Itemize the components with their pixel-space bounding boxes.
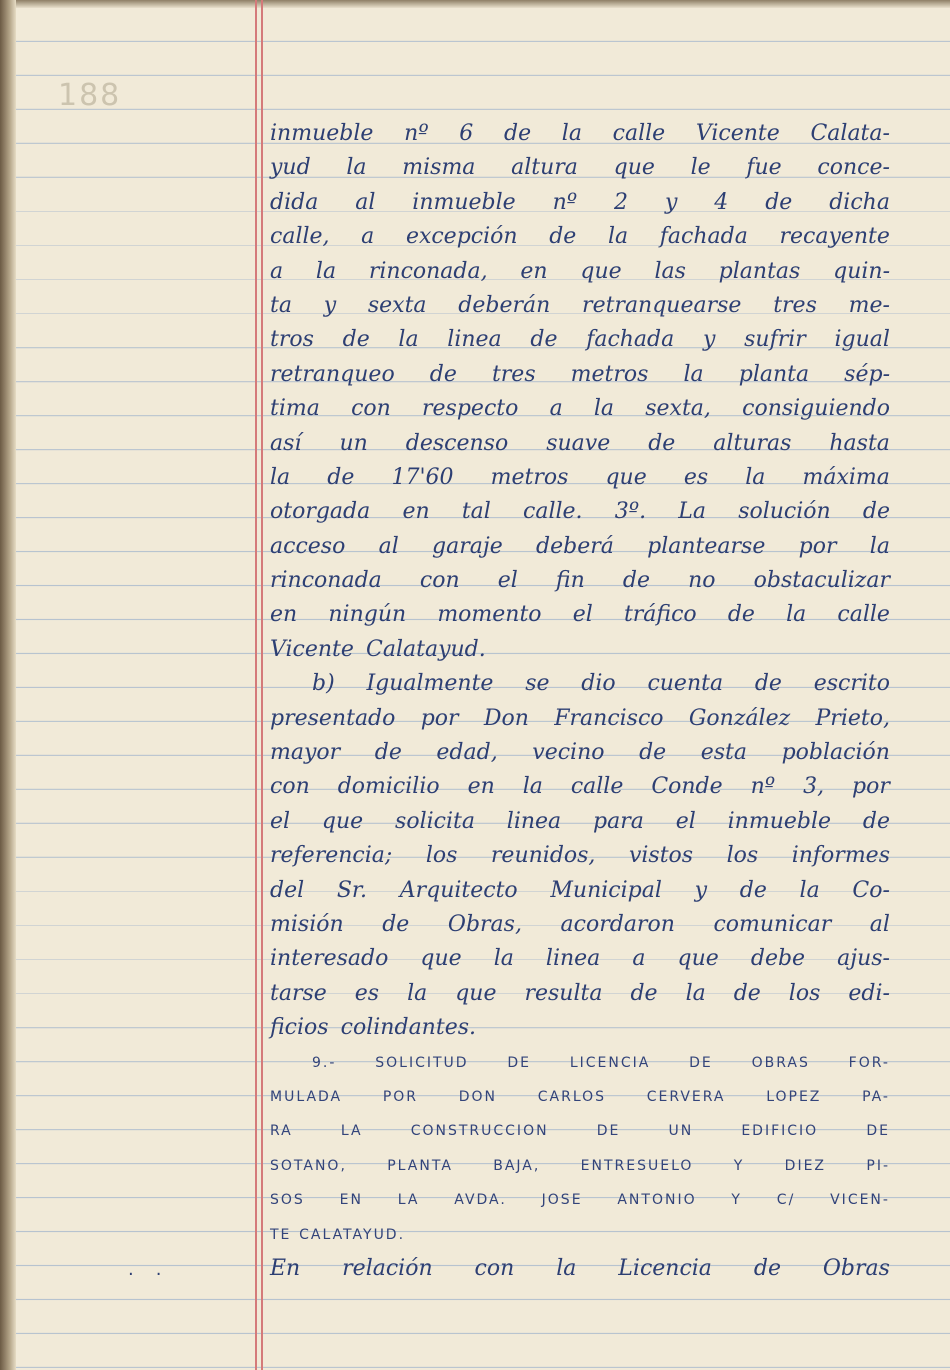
word: de <box>622 568 650 594</box>
text-line <box>270 220 890 254</box>
word: la <box>407 980 428 1006</box>
word: Obras, <box>447 911 522 937</box>
text-line <box>270 770 890 804</box>
word: rinconada, <box>368 258 488 284</box>
word: domicilio <box>337 774 440 800</box>
word: 9.- <box>312 1054 337 1071</box>
word: DE <box>507 1054 532 1071</box>
word: ta <box>270 292 292 318</box>
word: BAJA, <box>493 1157 541 1174</box>
word: nº <box>552 189 578 215</box>
word: PLANTA <box>387 1157 453 1174</box>
text-line <box>270 942 890 976</box>
word: los <box>726 843 759 869</box>
text-line <box>270 117 890 151</box>
word: con <box>351 396 391 422</box>
text-line <box>270 358 890 392</box>
word: conce- <box>817 155 890 181</box>
word: por <box>420 705 459 731</box>
word: de <box>374 740 402 766</box>
word: inmueble <box>412 189 516 215</box>
text-line <box>270 323 890 357</box>
word: linea <box>545 946 601 972</box>
word: cuenta <box>647 671 724 697</box>
word: VICEN- <box>830 1192 890 1209</box>
word: de <box>739 877 767 903</box>
word: máxima <box>802 464 890 490</box>
word: debe <box>750 946 806 972</box>
word: calle. <box>523 499 583 525</box>
word: La <box>678 499 706 525</box>
word: 3º. <box>614 499 647 525</box>
word: la <box>493 946 514 972</box>
word: rinconada <box>270 568 382 594</box>
word: Vicente <box>270 636 354 662</box>
word: del <box>270 877 305 903</box>
word: calle, <box>270 224 330 250</box>
word: el <box>270 808 291 834</box>
word: DIEZ <box>784 1157 827 1174</box>
word: de <box>639 740 667 766</box>
word: momento <box>437 602 542 628</box>
word: C/ <box>776 1192 796 1209</box>
text-line <box>270 702 890 736</box>
word: González <box>688 705 791 731</box>
word: CARLOS <box>537 1088 607 1105</box>
word: recayente <box>779 224 890 250</box>
word: la <box>607 224 629 250</box>
word: retranqueo <box>270 361 395 387</box>
word: y <box>664 189 678 215</box>
word: de <box>765 189 793 215</box>
word: por <box>852 774 890 800</box>
word: b) <box>312 671 335 697</box>
word: dio <box>581 671 616 697</box>
text-line <box>270 427 890 461</box>
word: resulta <box>524 980 603 1006</box>
word: Calata- <box>810 121 890 146</box>
word: edi- <box>848 980 890 1006</box>
text-line <box>270 1252 890 1286</box>
word: ajus- <box>837 946 890 972</box>
text-line <box>270 633 890 667</box>
word: obstaculizar <box>753 568 890 594</box>
word: suave <box>546 430 611 456</box>
word: en <box>402 499 430 525</box>
word: acceso <box>270 533 346 559</box>
word: de <box>549 224 577 250</box>
word: calle <box>570 774 624 800</box>
word: En <box>270 1255 301 1281</box>
word: fue <box>746 155 782 181</box>
word: PI- <box>866 1157 890 1174</box>
word: DE <box>596 1123 621 1140</box>
word: mayor <box>270 740 341 766</box>
word: que <box>455 980 497 1006</box>
word: fachada <box>586 327 675 353</box>
margin-rule-right <box>261 0 263 1370</box>
word: a <box>361 224 375 250</box>
text-line <box>270 977 890 1011</box>
word: le <box>690 155 711 181</box>
word: 17'60 <box>391 464 454 490</box>
word: colindantes. <box>340 1015 476 1041</box>
word: edad, <box>436 740 498 766</box>
word: tarse <box>270 980 327 1006</box>
word: DON <box>458 1088 498 1105</box>
word: excepción <box>405 224 518 250</box>
text-line <box>270 1011 890 1045</box>
text-line <box>270 461 890 495</box>
word: inmueble <box>270 121 374 146</box>
word: Francisco <box>554 705 664 731</box>
word: Conde <box>651 774 723 800</box>
word: solución <box>738 499 831 525</box>
word: la <box>561 121 582 146</box>
word: de <box>733 980 761 1006</box>
text-line <box>270 667 890 701</box>
word: garaje <box>432 533 503 559</box>
word: reunidos, <box>490 843 596 869</box>
word: la <box>745 464 766 490</box>
word: ficios <box>270 1015 329 1041</box>
word: la <box>522 774 543 800</box>
word: calle <box>612 121 666 146</box>
word: con <box>419 568 460 594</box>
word: escrito <box>813 671 890 697</box>
section-heading-line <box>270 1114 890 1148</box>
word: OBRAS <box>751 1054 810 1071</box>
word: RA <box>270 1123 293 1140</box>
word: inmueble <box>727 808 832 834</box>
page-top-edge <box>0 0 950 8</box>
word: SOLICITUD <box>375 1054 469 1071</box>
section-heading-line <box>270 1183 890 1217</box>
word: con <box>474 1255 515 1281</box>
word: acordaron <box>560 911 675 937</box>
word: de <box>503 121 532 146</box>
word: 2 <box>614 189 629 215</box>
word: un <box>339 430 368 456</box>
binding-spine <box>0 0 16 1370</box>
word: plantas <box>718 258 801 284</box>
word: la <box>799 877 820 903</box>
word: quin- <box>833 258 890 284</box>
word: tal <box>461 499 491 525</box>
word: nº <box>750 774 776 800</box>
word: CERVERA <box>646 1088 726 1105</box>
word: LOPEZ <box>766 1088 822 1105</box>
word: sép- <box>844 361 890 387</box>
word: es <box>354 980 380 1006</box>
word: ningún <box>328 602 407 628</box>
word: la <box>593 396 615 422</box>
word: la <box>786 602 807 628</box>
word: Obras <box>822 1255 890 1281</box>
word: por <box>798 533 837 559</box>
text-line <box>270 392 890 426</box>
section-heading-line <box>270 1046 890 1080</box>
word: Prieto, <box>815 705 890 731</box>
word: UN <box>668 1123 694 1140</box>
text-line <box>270 564 890 598</box>
word: y <box>702 327 716 353</box>
word: para <box>593 808 644 834</box>
word: al <box>378 533 399 559</box>
word: tráfico <box>623 602 697 628</box>
text-line <box>270 530 890 564</box>
word: metros <box>490 464 569 490</box>
text-line <box>270 186 890 220</box>
word: comunicar <box>713 911 832 937</box>
word: deberá <box>536 533 614 559</box>
word: con <box>270 774 310 800</box>
word: me- <box>848 292 890 318</box>
word: linea <box>506 808 562 834</box>
word: Igualmente <box>366 671 494 697</box>
word: de <box>754 671 782 697</box>
section-heading-line <box>270 1218 890 1252</box>
word: la <box>346 155 367 181</box>
word: que <box>677 946 719 972</box>
word: LICENCIA <box>569 1054 651 1071</box>
word: de <box>429 361 457 387</box>
word: de <box>727 602 755 628</box>
word: en <box>270 602 298 628</box>
word: de <box>342 327 370 353</box>
text-line <box>270 805 890 839</box>
word: la <box>398 327 419 353</box>
word: ENTRESUELO <box>580 1157 694 1174</box>
word: a <box>270 258 284 284</box>
word: Municipal <box>550 877 662 903</box>
word: consiguiendo <box>742 396 890 422</box>
word: 3, <box>803 774 825 800</box>
word: de <box>753 1255 781 1281</box>
word: hasta <box>829 430 890 456</box>
word: de <box>862 808 890 834</box>
word: fin <box>555 568 585 594</box>
word: PA- <box>862 1088 890 1105</box>
section-heading-line <box>270 1149 890 1183</box>
word: deberán <box>458 292 551 318</box>
word: POR <box>382 1088 419 1105</box>
text-line <box>270 874 890 908</box>
word: linea <box>447 327 502 353</box>
word: Don <box>483 705 529 731</box>
word: igual <box>834 327 890 353</box>
word: nº <box>404 121 429 146</box>
word: la <box>315 258 337 284</box>
word: metros <box>570 361 649 387</box>
word: la <box>685 980 706 1006</box>
handwritten-text <box>270 117 890 1286</box>
word: no <box>688 568 716 594</box>
word: dida <box>270 189 319 215</box>
text-line <box>270 289 890 323</box>
word: en <box>467 774 495 800</box>
word: descenso <box>405 430 509 456</box>
word: Arquitecto <box>399 877 518 903</box>
word: la <box>270 464 291 490</box>
text-line <box>270 495 890 529</box>
word: informes <box>791 843 890 869</box>
word: DE <box>689 1054 713 1071</box>
word: calle <box>837 602 890 628</box>
word: a <box>632 946 646 972</box>
word: EDIFICIO <box>741 1123 819 1140</box>
word: CALATAYUD. <box>299 1226 406 1243</box>
word: LA <box>397 1192 420 1209</box>
word: AVDA. <box>454 1192 507 1209</box>
word: de <box>648 430 676 456</box>
margin-rule-left <box>255 0 257 1370</box>
word: tima <box>270 396 320 422</box>
word: sexta, <box>645 396 711 422</box>
word: FOR- <box>848 1054 890 1071</box>
word: plantearse <box>647 533 766 559</box>
word: el <box>572 602 593 628</box>
word: de <box>327 464 355 490</box>
word: tros <box>270 327 314 353</box>
word: se <box>525 671 550 697</box>
word: vistos <box>628 843 694 869</box>
page-number: 188 <box>58 78 122 113</box>
word: Licencia <box>618 1255 712 1281</box>
text-line <box>270 151 890 185</box>
word: yud <box>270 155 311 181</box>
word: Vicente <box>695 121 780 146</box>
word: en <box>520 258 548 284</box>
word: de <box>382 911 410 937</box>
margin-dots: ·· <box>128 1264 184 1285</box>
word: al <box>355 189 376 215</box>
word: interesado <box>270 946 389 972</box>
word: LA <box>340 1123 363 1140</box>
word: Y <box>733 1157 745 1174</box>
word: planta <box>738 361 810 387</box>
word: el <box>675 808 696 834</box>
word: la <box>869 533 890 559</box>
word: CONSTRUCCION <box>410 1123 549 1140</box>
word: EN <box>339 1192 363 1209</box>
word: Sr. <box>336 877 368 903</box>
word: tres <box>773 292 817 318</box>
word: así <box>270 430 302 456</box>
word: Co- <box>852 877 890 903</box>
word: que <box>580 258 622 284</box>
word: de <box>630 980 658 1006</box>
word: sexta <box>367 292 427 318</box>
word: que <box>605 464 647 490</box>
word: misión <box>270 911 344 937</box>
word: la <box>683 361 704 387</box>
word: retranquearse <box>582 292 742 318</box>
word: fachada <box>659 224 748 250</box>
word: otorgada <box>270 499 371 525</box>
word: que <box>321 808 364 834</box>
word: esta <box>700 740 748 766</box>
text-line <box>270 255 890 289</box>
word: las <box>654 258 686 284</box>
word: 6 <box>459 121 474 146</box>
word: sufrir <box>744 327 806 353</box>
word: a <box>549 396 563 422</box>
word: misma <box>402 155 476 181</box>
word: que <box>420 946 462 972</box>
word: población <box>781 740 890 766</box>
word: tres <box>491 361 536 387</box>
word: relación <box>342 1255 433 1281</box>
word: solicita <box>395 808 475 834</box>
word: SOTANO, <box>270 1157 347 1174</box>
text-line <box>270 736 890 770</box>
word: alturas <box>713 430 792 456</box>
word: la <box>556 1255 577 1281</box>
word: y <box>694 877 708 903</box>
word: de <box>862 499 890 525</box>
word: al <box>869 911 890 937</box>
word: los <box>788 980 821 1006</box>
word: respecto <box>422 396 519 422</box>
text-line <box>270 908 890 942</box>
word: vecino <box>532 740 605 766</box>
word: presentado <box>270 705 396 731</box>
word: de <box>530 327 558 353</box>
section-heading-line <box>270 1080 890 1114</box>
text-line <box>270 598 890 632</box>
word: ANTONIO <box>617 1192 697 1209</box>
word: JOSE <box>541 1192 583 1209</box>
word: referencia; <box>270 843 393 869</box>
word: Calatayud. <box>366 636 486 662</box>
word: altura <box>511 155 578 181</box>
word: los <box>425 843 458 869</box>
word: DE <box>866 1123 890 1140</box>
word: es <box>683 464 709 490</box>
word: 4 <box>714 189 729 215</box>
word: dicha <box>829 189 890 215</box>
word: MULADA <box>270 1088 343 1105</box>
word: y <box>323 292 337 318</box>
word: TE <box>270 1226 292 1243</box>
word: SOS <box>270 1192 305 1209</box>
word: el <box>497 568 518 594</box>
word: Y <box>731 1192 742 1209</box>
text-line <box>270 839 890 873</box>
word: que <box>613 155 655 181</box>
